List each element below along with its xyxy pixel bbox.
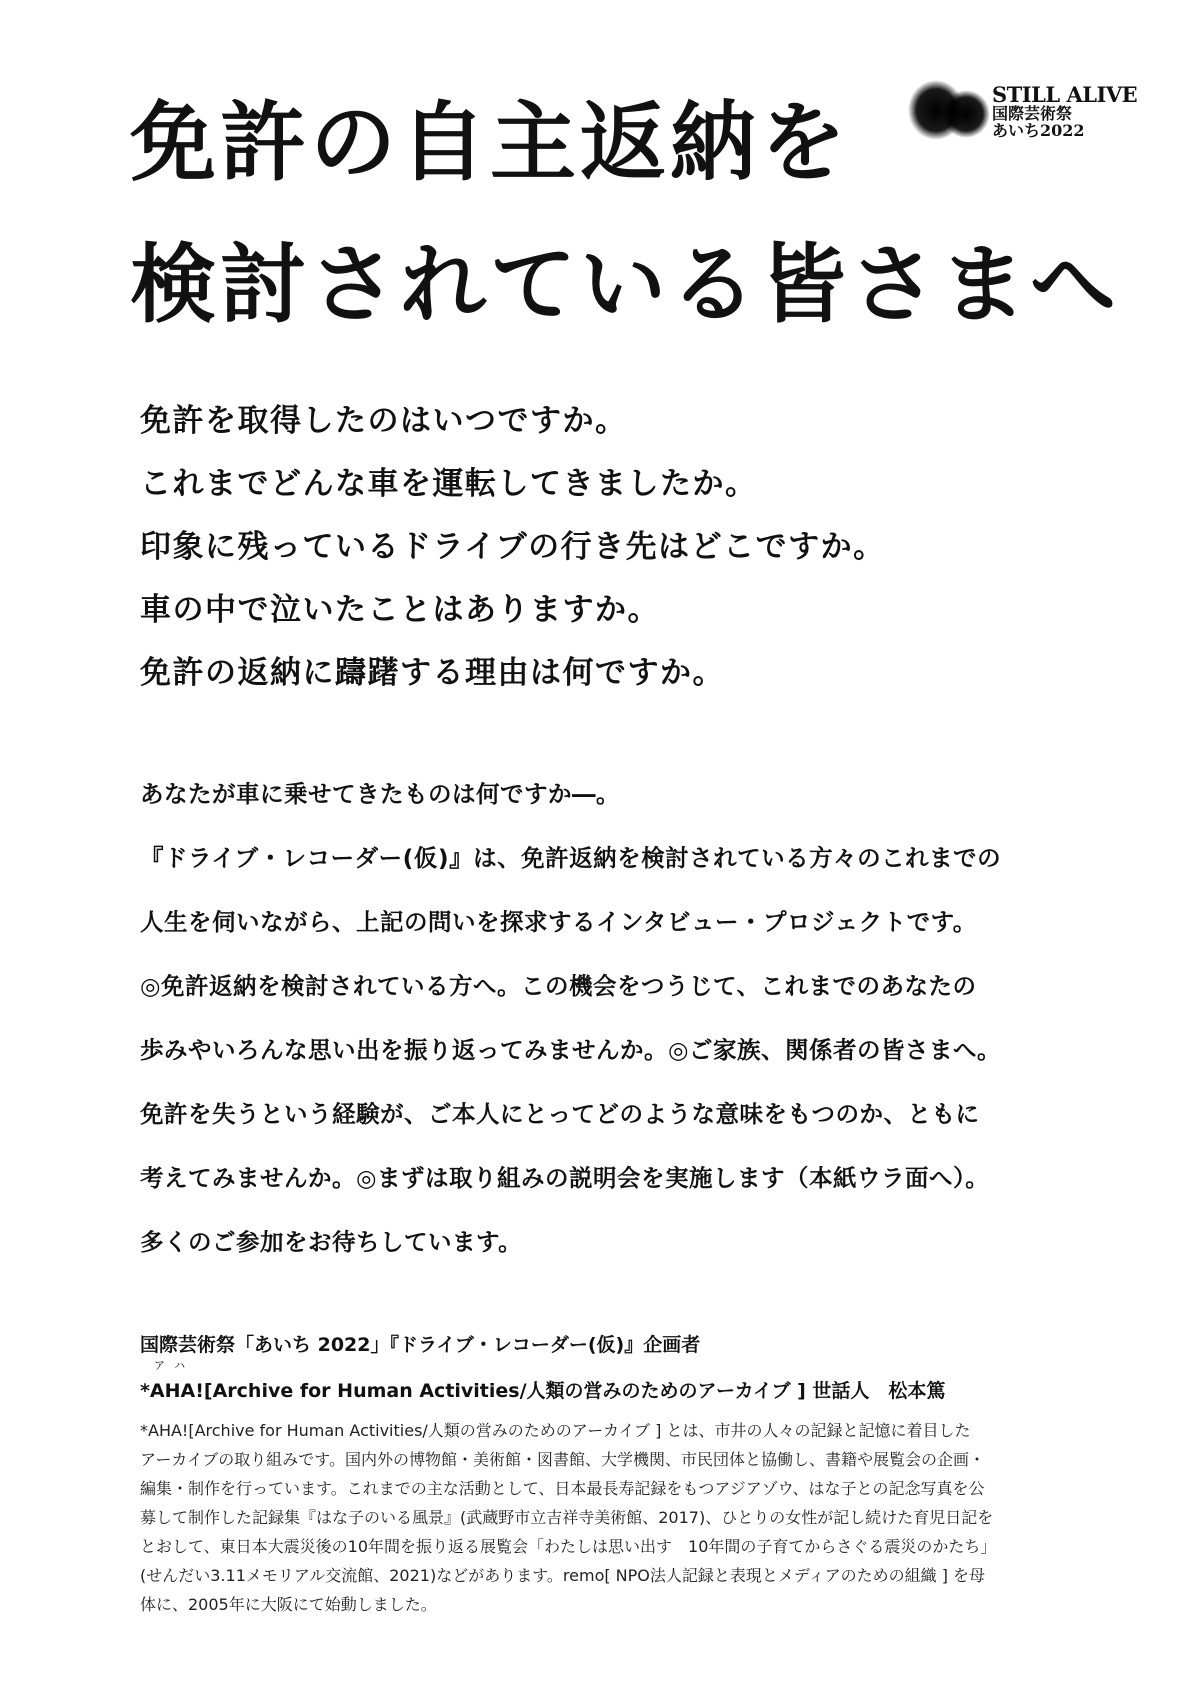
footnote-line: 体に、2005年に大阪にて始動しました。: [140, 1595, 437, 1614]
question-item: 免許の返納に躊躇する理由は何ですか。: [140, 655, 725, 691]
logo-aichi-2022: あいち2022: [992, 120, 1085, 140]
question-item: 車の中で泣いたことはありますか。: [140, 592, 660, 628]
body-line: あなたが車に乗せてきたものは何ですか―。: [140, 780, 620, 808]
organizer-credit-text: *AHA![Archive for Human Activities/人類の営みのためのアーカイブ ] 世話人 松本篤: [140, 1380, 946, 1402]
footnote-line: *AHA![Archive for Human Activities/人類の営みのためのアーカイブ ] とは、市井の人々の記録と記憶に着目した: [140, 1421, 971, 1440]
title-line-2: 検討されている皆さまへ: [130, 235, 1120, 335]
body-line: 『ドライブ・レコーダー(仮)』は、免許返納を検討されている方々のこれまでの: [140, 844, 1002, 872]
logo-wordmark: [992, 84, 1137, 140]
silhouette-logo-icon: [906, 80, 992, 144]
body-line: 考えてみませんか。◎まずは取り組みの説明会を実施します（本紙ウラ面へ）。: [140, 1164, 990, 1192]
festival-logo: [906, 80, 1138, 160]
body-line: 歩みやいろんな思い出を振り返ってみませんか。◎ご家族、関係者の皆さまへ。: [140, 1036, 1002, 1064]
question-item: これまでどんな車を運転してきましたか。: [140, 466, 758, 502]
footnote-line: アーカイブの取り組みです。国内外の博物館・美術館・図書館、大学機関、市民団体と協働し、書籍や展覧会の企画・: [140, 1450, 985, 1469]
body-line: 人生を伺いながら、上記の問いを探求するインタビュー・プロジェクトです。: [140, 908, 977, 936]
footnote-line: 募して制作した記録集『はな子のいる風景』(武蔵野市立吉祥寺美術館、2017)、ひとりの女性が記し続けた育児日記を: [140, 1508, 994, 1527]
planner-credit: 国際芸術祭「あいち 2022」『ドライブ・レコーダー(仮)』企画者: [140, 1334, 701, 1356]
question-item: 印象に残っているドライブの行き先はどこですか。: [140, 529, 886, 565]
title-line-1: 免許の自主返納を: [130, 93, 850, 193]
logo-still-alive: STILL ALIVE: [992, 82, 1138, 107]
question-item: 免許を取得したのはいつですか。: [140, 403, 628, 439]
logo-festival-name: 国際芸術祭: [992, 104, 1073, 124]
organizer-credit: [140, 1359, 946, 1403]
body-line: 免許を失うという経験が、ご本人にとってどのような意味をもつのか、ともに: [140, 1100, 980, 1128]
body-line: 多くのご参加をお待ちしています。: [140, 1228, 523, 1256]
aha-ruby-reading: アハ: [154, 1359, 196, 1372]
footnote-line: (せんだい3.11メモリアル交流館、2021)などがあります。remo[ NPO法人記録と表現とメディアのための組織 ] を母: [140, 1566, 986, 1585]
footnote-line: 編集・制作を行っています。これまでの主な活動として、日本最長寿記録をもつアジアゾウ、はな子との記念写真を公: [140, 1479, 985, 1498]
footnote-line: とおして、東日本大震災後の10年間を振り返る展覧会「わたしは思い出す 10年間の子育てからさぐる震災のかたち」: [140, 1537, 997, 1556]
body-line: ◎免許返納を検討されている方へ。この機会をつうじて、これまでのあなたの: [140, 972, 977, 1000]
